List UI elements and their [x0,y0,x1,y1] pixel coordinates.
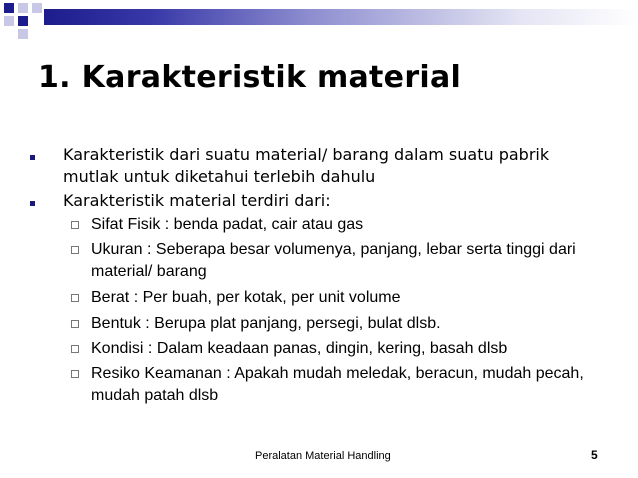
deco-square [4,3,14,13]
deco-square [18,3,28,13]
subbullet-text: Kondisi : Dalam keadaan panas, dingin, kering, basah dlsb [91,340,508,357]
bullet-marker [30,155,35,160]
subbullet-text: Bentuk : Berupa plat panjang, persegi, bulat dlsb. [91,315,441,332]
bullet-text: Karakteristik dari suatu material/ barang dalam suatu pabrik mutlak untuk diketahui terlebih dahulu [63,145,550,186]
header-decoration [0,0,638,40]
subbullet-box [71,221,79,229]
deco-square [32,3,42,13]
page-number: 5 [591,448,598,462]
deco-square [4,16,14,26]
subbullet-box [71,246,79,254]
subbullet-box [71,345,79,353]
bullet-text: Karakteristik material terdiri dari: [63,191,331,210]
subbullet-text: Ukuran : Seberapa besar volumenya, panjang, lebar serta tinggi dari material/ barang [91,241,576,280]
subbullet-box [71,320,79,328]
header-gradient-band [44,9,638,25]
bullet-marker [30,201,35,206]
deco-square [18,16,28,26]
footer-text: Peralatan Material Handling [255,450,391,462]
subbullet-box [71,294,79,302]
slide-title: 1. Karakteristik material [38,60,462,95]
subbullet-text: Resiko Keamanan : Apakah mudah meledak, beracun, mudah pecah, mudah patah dlsb [91,365,584,404]
subbullet-text: Sifat Fisik : benda padat, cair atau gas [91,216,364,233]
subbullet-box [71,370,79,378]
deco-square [18,29,28,39]
subbullet-text: Berat : Per buah, per kotak, per unit volume [91,289,401,306]
